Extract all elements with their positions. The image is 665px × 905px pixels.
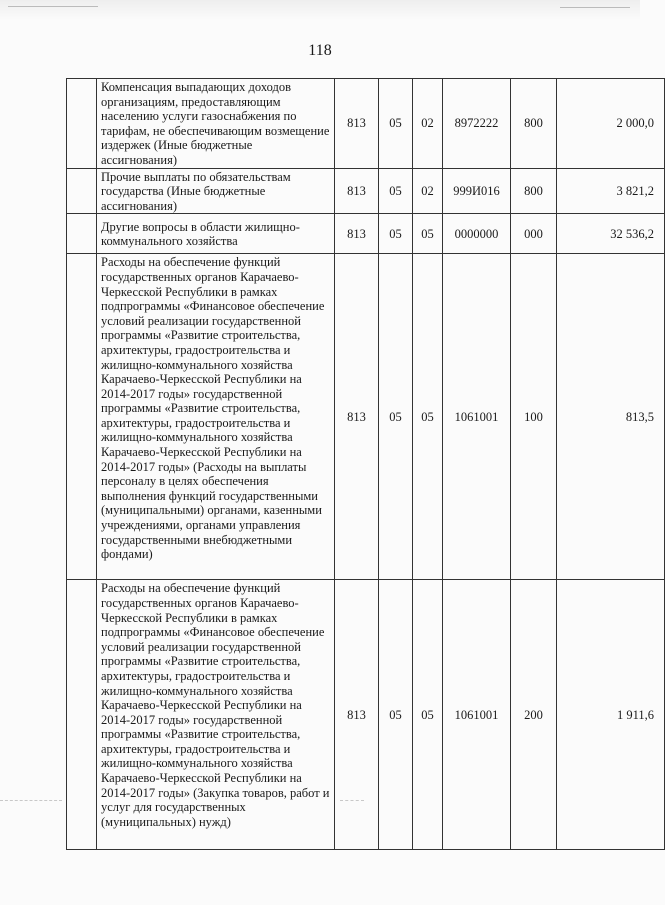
amount-cell: 32 536,2: [557, 214, 665, 254]
scan-speck: [560, 7, 630, 8]
page-number: 118: [308, 42, 332, 59]
scan-edge-shadow: [0, 0, 640, 20]
grbs-cell: 813: [335, 254, 379, 580]
section-cell: 05: [379, 168, 413, 214]
subsection-cell: 02: [413, 79, 443, 169]
subsection-cell: 05: [413, 254, 443, 580]
target-article-cell: 0000000: [443, 214, 511, 254]
expense-name-cell: Другие вопросы в области жилищно-коммунального хозяйства: [97, 214, 335, 254]
scan-artifact-line: [0, 800, 62, 801]
table-row: [67, 254, 665, 580]
target-article-cell: 1061001: [443, 580, 511, 850]
amount-cell: 2 000,0: [557, 79, 665, 169]
number-cell: [67, 214, 97, 254]
expense-type-cell: 000: [511, 214, 557, 254]
subsection-cell: 05: [413, 214, 443, 254]
number-cell: [67, 254, 97, 580]
subsection-cell: 05: [413, 580, 443, 850]
number-cell: [67, 168, 97, 214]
expense-name-cell: Компенсация выпадающих доходов организациям, предоставляющим населению услуги газоснабжения по тарифам, не обеспечивающим возмещение издержек (Иные бюджетные ассигнования): [97, 79, 335, 169]
subsection-cell: 02: [413, 168, 443, 214]
table-row: [67, 214, 665, 254]
table-row: [67, 580, 665, 850]
expense-name-cell: Прочие выплаты по обязательствам государства (Иные бюджетные ассигнования): [97, 168, 335, 214]
section-cell: 05: [379, 79, 413, 169]
budget-table: [66, 78, 665, 850]
target-article-cell: 1061001: [443, 254, 511, 580]
grbs-cell: 813: [335, 79, 379, 169]
expense-name-cell: Расходы на обеспечение функций государственных органов Карачаево-Черкесской Республики в рамках подпрограммы «Финансовое обеспечение условий реализации государственной программы «Развитие строительства, архитектуры, градостроительства и жилищно-коммунального хозяйства Карачаево-Черкесской Республики на 2014-2017 годы» государственной программы «Развитие строительства, архитектуры, градостроительства и жилищно-коммунального хозяйства Карачаево-Черкесской Республики на 2014-2017 годы» (Расходы на выплаты персоналу в целях обеспечения выполнения функций государственными (муниципальными) органами, казенными учреждениями, органами управления государственными внебюджетными фондами): [97, 254, 335, 580]
target-article-cell: 999И016: [443, 168, 511, 214]
section-cell: 05: [379, 214, 413, 254]
grbs-cell: 813: [335, 168, 379, 214]
scan-speck: [8, 6, 98, 7]
section-cell: 05: [379, 254, 413, 580]
expense-type-cell: 800: [511, 79, 557, 169]
expense-type-cell: 100: [511, 254, 557, 580]
table-row: [67, 168, 665, 214]
grbs-cell: 813: [335, 214, 379, 254]
scan-artifact-line: [340, 800, 364, 801]
amount-cell: 1 911,6: [557, 580, 665, 850]
expense-type-cell: 800: [511, 168, 557, 214]
number-cell: [67, 580, 97, 850]
amount-cell: 3 821,2: [557, 168, 665, 214]
target-article-cell: 8972222: [443, 79, 511, 169]
number-cell: [67, 79, 97, 169]
expense-type-cell: 200: [511, 580, 557, 850]
amount-cell: 813,5: [557, 254, 665, 580]
section-cell: 05: [379, 580, 413, 850]
grbs-cell: 813: [335, 580, 379, 850]
table-row: [67, 79, 665, 169]
expense-name-cell: Расходы на обеспечение функций государственных органов Карачаево-Черкесской Республики в рамках подпрограммы «Финансовое обеспечение условий реализации государственной программы «Развитие строительства, архитектуры, градостроительства и жилищно-коммунального хозяйства Карачаево-Черкесской Республики на 2014-2017 годы» государственной программы «Развитие строительства, архитектуры, градостроительства и жилищно-коммунального хозяйства Карачаево-Черкесской Республики на 2014-2017 годы» (Закупка товаров, работ и услуг для государственных (муниципальных) нужд): [97, 580, 335, 850]
